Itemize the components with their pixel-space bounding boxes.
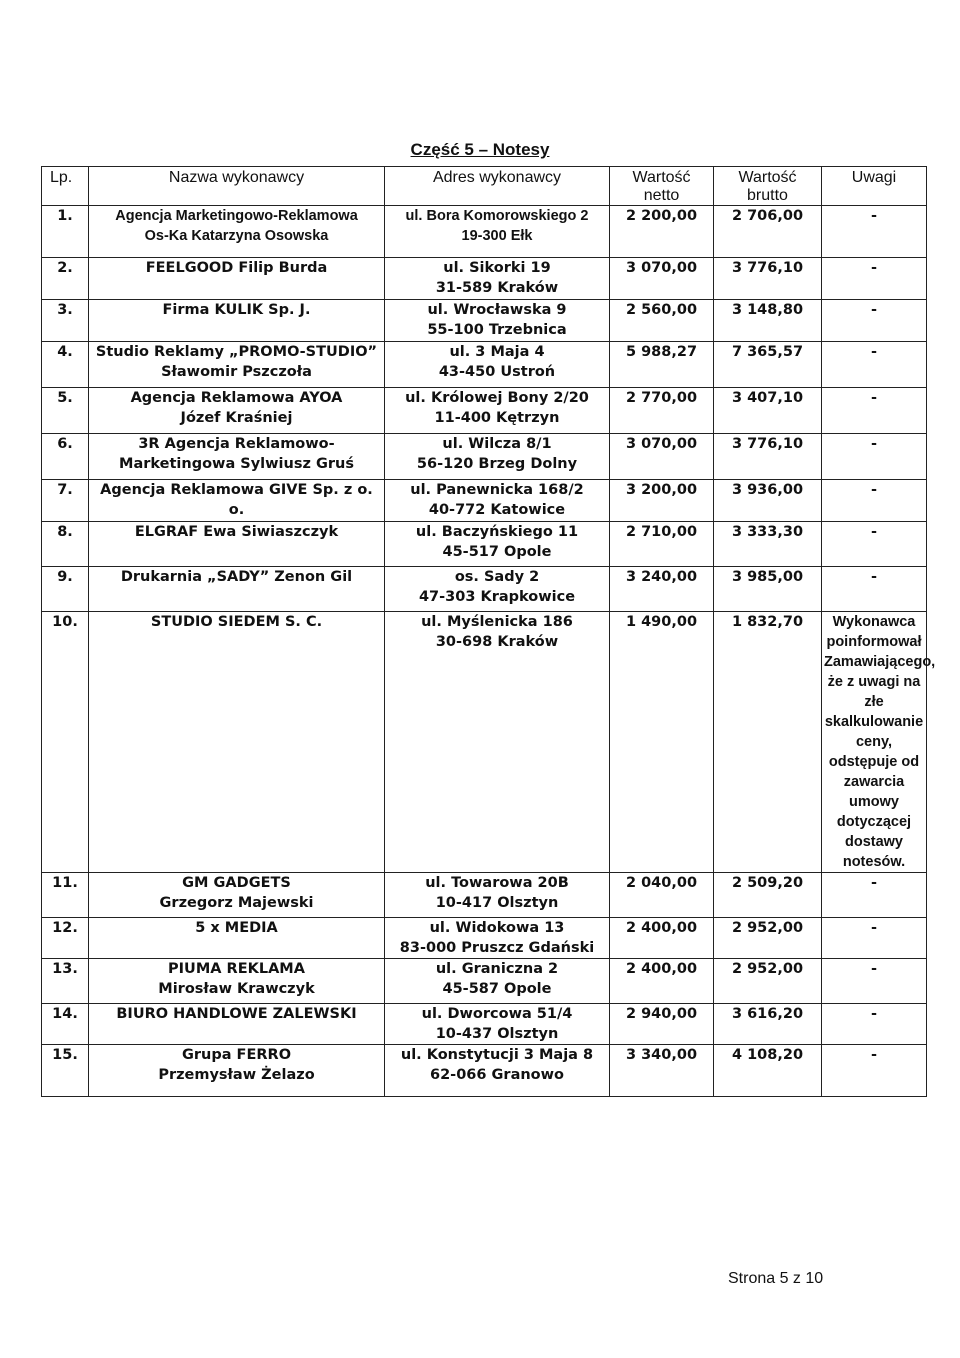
gross-value: 3 776,10 [714,434,822,480]
header-lp: Lp. [42,167,89,206]
contractor-name: Grupa FERRO Przemysław Żelazo [89,1045,385,1097]
remarks: - [822,434,927,480]
table-row [42,300,927,342]
remarks: - [822,1004,927,1045]
remarks: - [822,258,927,300]
row-number: 7. [42,480,89,522]
row-number: 13. [42,959,89,1004]
remarks: - [822,342,927,388]
gross-value: 2 509,20 [714,873,822,918]
header-gross: Wartość brutto [714,167,822,206]
contractor-address: ul. 3 Maja 4 43-450 Ustroń [385,342,610,388]
net-value: 3 070,00 [610,434,714,480]
row-number: 2. [42,258,89,300]
page-number: Strona 5 z 10 [728,1270,824,1287]
remarks: - [822,522,927,567]
contractor-address: ul. Graniczna 2 45-587 Opole [385,959,610,1004]
table-row [42,522,927,567]
gross-value: 4 108,20 [714,1045,822,1097]
net-value: 2 040,00 [610,873,714,918]
contractor-address: ul. Sikorki 19 31-589 Kraków [385,258,610,300]
net-value: 1 490,00 [610,612,714,873]
remarks: - [822,300,927,342]
contractor-name: Drukarnia „SADY” Zenon Gil [89,567,385,612]
net-value: 2 710,00 [610,522,714,567]
contractor-address: ul. Królowej Bony 2/20 11-400 Kętrzyn [385,388,610,434]
net-value: 2 400,00 [610,959,714,1004]
net-value: 2 400,00 [610,918,714,959]
header-address: Adres wykonawcy [385,167,610,206]
gross-value: 7 365,57 [714,342,822,388]
table-row [42,342,927,388]
net-value: 2 560,00 [610,300,714,342]
contractor-address: ul. Dworcowa 51/4 10-437 Olsztyn [385,1004,610,1045]
contractor-address: os. Sady 2 47-303 Krapkowice [385,567,610,612]
table-row [42,434,927,480]
gross-value: 2 952,00 [714,918,822,959]
contractor-name: GM GADGETS Grzegorz Majewski [89,873,385,918]
table-row [42,959,927,1004]
gross-value: 3 776,10 [714,258,822,300]
row-number: 6. [42,434,89,480]
table-header-row [42,167,927,206]
table-row [42,480,927,522]
gross-value: 3 407,10 [714,388,822,434]
contractor-name: Firma KULIK Sp. J. [89,300,385,342]
header-remarks: Uwagi [822,167,927,206]
section-title: Część 5 – Notesy [410,140,550,159]
remarks: - [822,480,927,522]
row-number: 11. [42,873,89,918]
table-row [42,206,927,258]
table-row [42,918,927,959]
gross-value: 2 952,00 [714,959,822,1004]
gross-value: 3 333,30 [714,522,822,567]
table-row [42,612,927,873]
contractor-address: ul. Baczyńskiego 11 45-517 Opole [385,522,610,567]
header-net: Wartość netto [610,167,714,206]
remarks: - [822,388,927,434]
net-value: 3 340,00 [610,1045,714,1097]
contractor-name: 5 x MEDIA [89,918,385,959]
table-row [42,1045,927,1097]
remarks: - [822,918,927,959]
gross-value: 1 832,70 [714,612,822,873]
net-value: 2 200,00 [610,206,714,258]
contractor-name: Agencja Reklamowa AYOA Józef Kraśniej [89,388,385,434]
offers-table [41,166,936,1097]
row-number: 8. [42,522,89,567]
net-value: 3 240,00 [610,567,714,612]
row-number: 3. [42,300,89,342]
header-name: Nazwa wykonawcy [89,167,385,206]
net-value: 5 988,27 [610,342,714,388]
table-row [42,388,927,434]
gross-value: 3 616,20 [714,1004,822,1045]
contractor-name: PIUMA REKLAMA Mirosław Krawczyk [89,959,385,1004]
remarks: - [822,206,927,258]
contractor-name: ELGRAF Ewa Siwiaszczyk [89,522,385,567]
remarks: - [822,1045,927,1097]
row-number: 9. [42,567,89,612]
remarks: - [822,873,927,918]
contractor-name: 3R Agencja Reklamowo- Marketingowa Sylwiusz Gruś [89,434,385,480]
contractor-address: ul. Wilcza 8/1 56-120 Brzeg Dolny [385,434,610,480]
table-row [42,873,927,918]
contractor-address: ul. Wrocławska 9 55-100 Trzebnica [385,300,610,342]
gross-value: 3 148,80 [714,300,822,342]
remarks: Wykonawca poinformował Zamawiającego, że z uwagi na złe skalkulowanie ceny, odstępuje od zawarcia umowy dotyczącej dostawy notesów. [822,612,927,873]
contractor-name: Agencja Reklamowa GIVE Sp. z o. o. [89,480,385,522]
contractor-address: ul. Myślenicka 186 30-698 Kraków [385,612,610,873]
row-number: 1. [42,206,89,258]
contractor-name: Studio Reklamy „PROMO-STUDIO” Sławomir Pszczoła [89,342,385,388]
net-value: 3 070,00 [610,258,714,300]
net-value: 2 770,00 [610,388,714,434]
contractor-name: STUDIO SIEDEM S. C. [89,612,385,873]
row-number: 14. [42,1004,89,1045]
contractor-name: Agencja Marketingowo-Reklamowa Os-Ka Katarzyna Osowska [89,206,385,258]
table-row [42,258,927,300]
contractor-address: ul. Konstytucji 3 Maja 8 62-066 Granowo [385,1045,610,1097]
table-row [42,1004,927,1045]
contractor-address: ul. Towarowa 20B 10-417 Olsztyn [385,873,610,918]
table-row [42,567,927,612]
contractor-address: ul. Widokowa 13 83-000 Pruszcz Gdański [385,918,610,959]
remarks: - [822,959,927,1004]
row-number: 5. [42,388,89,434]
gross-value: 2 706,00 [714,206,822,258]
row-number: 12. [42,918,89,959]
row-number: 4. [42,342,89,388]
gross-value: 3 936,00 [714,480,822,522]
contractor-address: ul. Panewnicka 168/2 40-772 Katowice [385,480,610,522]
remarks: - [822,567,927,612]
net-value: 2 940,00 [610,1004,714,1045]
row-number: 10. [42,612,89,873]
contractor-name: FEELGOOD Filip Burda [89,258,385,300]
row-number: 15. [42,1045,89,1097]
contractor-address: ul. Bora Komorowskiego 2 19-300 Ełk [385,206,610,258]
contractor-name: BIURO HANDLOWE ZALEWSKI [89,1004,385,1045]
gross-value: 3 985,00 [714,567,822,612]
net-value: 3 200,00 [610,480,714,522]
